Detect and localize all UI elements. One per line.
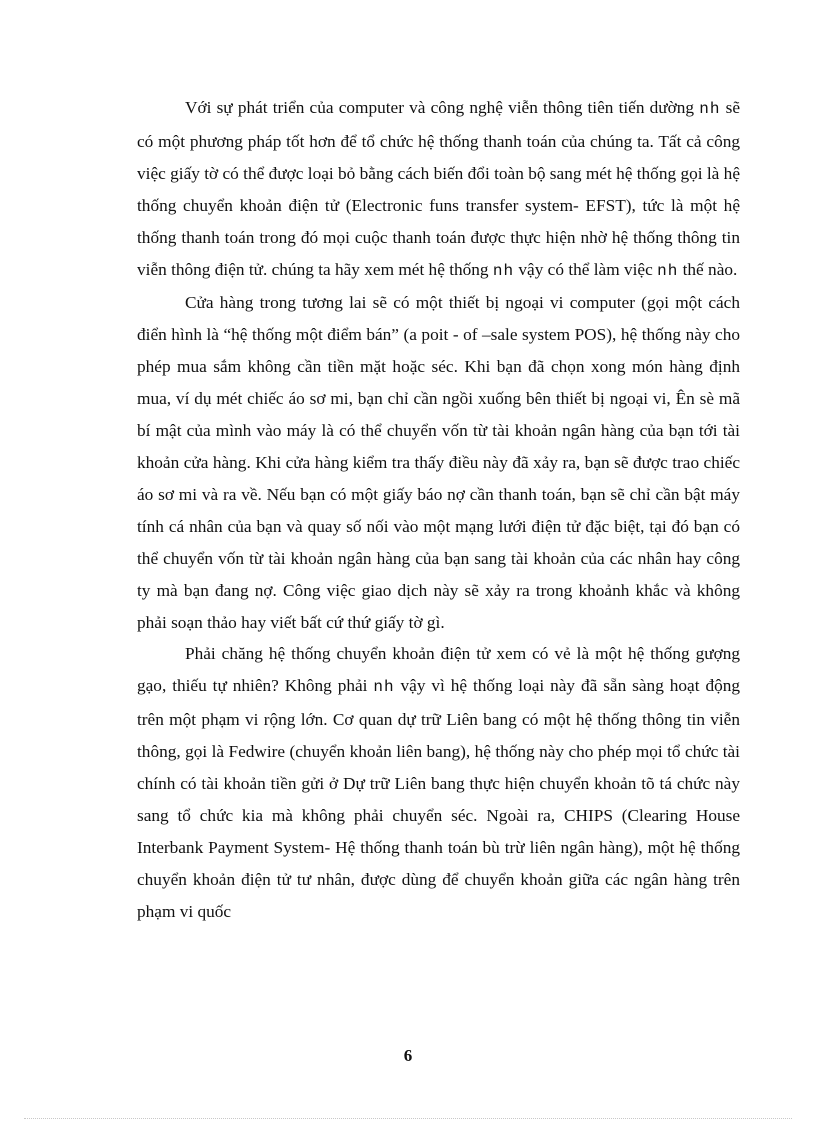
text-run: Với sự phát triển của computer và công nghệ viễn thông tiên tiến dường — [185, 98, 700, 117]
paragraph — [137, 287, 740, 638]
text-run: Cửa hàng trong tương lai sẽ có một thiết bị ngoại vi computer (gọi một cách điển hình là “hệ thống một điểm bán” (a poit - of –sale system POS), hệ thống này cho phép mua sắm không cần tiền mặt hoặc séc. Khi bạn đã chọn xong món hàng định mua, ví dụ mét chiếc áo sơ mi, bạn chỉ cần ngồi xuống bên thiết bị ngoại vi, Ên sè mã bí mật của mình vào máy là có thể chuyển vốn từ tài khoản ngân hàng của bạn tới tài khoản cửa hàng. Khi cửa hàng kiểm tra thấy điều này đã xảy ra, bạn sẽ được trao chiếc áo sơ mi và ra về. Nếu bạn có một giấy báo nợ cần thanh toán, bạn sẽ chỉ cần bật máy tính cá nhân của bạn và quay số nối vào một mạng lưới điện tử đặc biệt, tại đó bạn có thể chuyển vốn từ tài khoản ngân hàng của bạn sang tài khoản của các nhân hay công ty mà bạn đang nợ. Công việc giao dịch này sẽ xảy ra trong khoảnh khắc và không phải soạn thảo hay viết bất cứ thứ giấy tờ gì. — [137, 293, 740, 632]
text-run: thế nào. — [678, 259, 738, 279]
text-run: vậy vì hệ thống loại này đã sẵn sàng hoạt động trên một phạm vi rộng lớn. Cơ quan dự trữ Liên bang có một hệ thống thông tin viễn thông, gọi là Fedwire (chuyển khoản liên bang), hệ thống này cho phép mọi tổ chức tài chính có tài khoản tiền gửi ở Dự trữ Liên bang thực hiện chuyển khoản tõ tá chức này sang tổ chức kia mà không phải chuyển séc. Ngoài ra, CHIPS (Clearing House Interbank Payment System- Hệ thống thanh toán bù trừ liên ngân hàng), một hệ thống chuyển khoản điện tử tư nhân, được dùng để chuyển khoản giữa các ngân hàng trên phạm vi quốc — [137, 676, 741, 921]
paragraph — [137, 638, 740, 927]
page-bottom-border — [24, 1118, 792, 1119]
text-run: Phải chăng hệ thống chuyển khoản điện tử xem có vẻ là một hệ thống gượng gạo, thiếu tự nhiên? Không phải — [137, 644, 740, 696]
garbled-word: nh — [657, 261, 679, 280]
text-run: sẽ có một phương pháp tốt hơn để tổ chức hệ thống thanh toán của chúng ta. Tất cả công việc giấy tờ có thể được loại bỏ bằng cách biến đổi toàn bộ sang mét hệ thống gọi là hệ thống chuyển khoản điện tử (Electronic funs transfer system- EFST), tức là một hệ thống thanh toán trong đó mọi cuộc thanh toán được thực hiện nhờ hệ thống thông tin viễn thông điện tử. chúng ta hãy xem mét hệ thống — [137, 98, 740, 279]
body-text — [137, 92, 740, 928]
garbled-word: nh — [699, 100, 721, 118]
paragraph — [137, 92, 740, 287]
garbled-word: nh — [373, 678, 395, 697]
page-number: 6 — [403, 1046, 413, 1065]
text-run: vậy có thể làm việc — [514, 259, 658, 279]
garbled-word: nh — [492, 261, 515, 280]
